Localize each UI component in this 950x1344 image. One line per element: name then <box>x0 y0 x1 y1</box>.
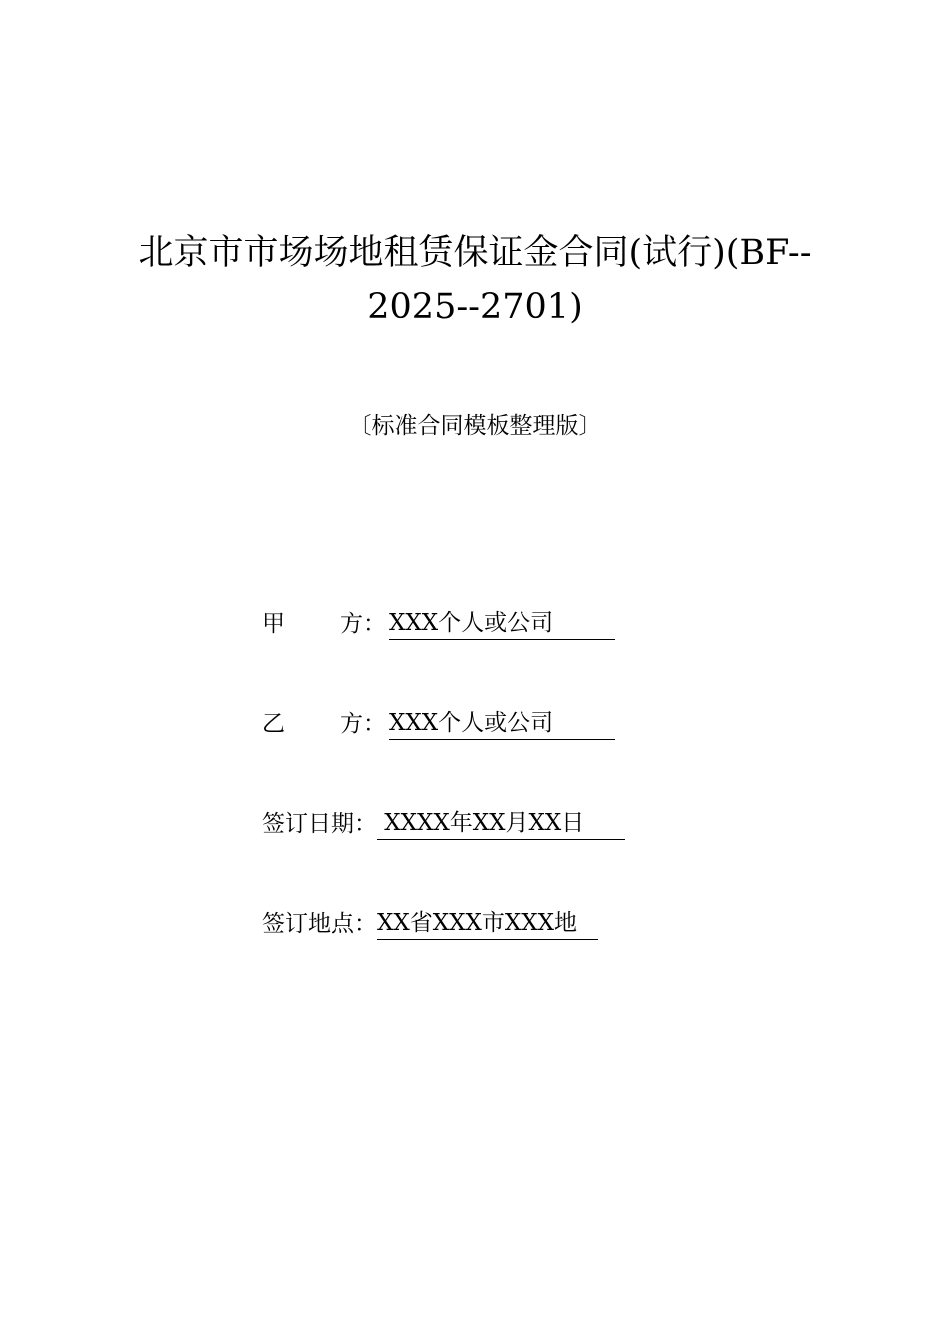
party-b-label: 乙 方： <box>262 711 386 737</box>
party-b-field <box>262 707 615 741</box>
party-b-value: XXX个人或公司 <box>389 707 615 740</box>
sign-place-field <box>262 907 598 941</box>
party-a-value: XXX个人或公司 <box>389 607 615 640</box>
sign-date-value: XXXX年XX月XX日 <box>377 807 625 840</box>
sign-place-value: XX省XXX市XXX地 <box>377 907 598 940</box>
document-title-line1: 北京市市场场地租赁保证金合同(试行)(BF-- <box>138 233 812 273</box>
document-subtitle: 〔标准合同模板整理版〕 <box>348 413 602 439</box>
document-title-line2: 2025--2701) <box>367 287 583 327</box>
sign-date-label: 签订日期： <box>262 811 377 837</box>
sign-place-label: 签订地点： <box>262 911 377 937</box>
party-a-field <box>262 607 615 641</box>
sign-date-field <box>262 807 625 841</box>
party-a-label: 甲 方： <box>262 611 386 637</box>
